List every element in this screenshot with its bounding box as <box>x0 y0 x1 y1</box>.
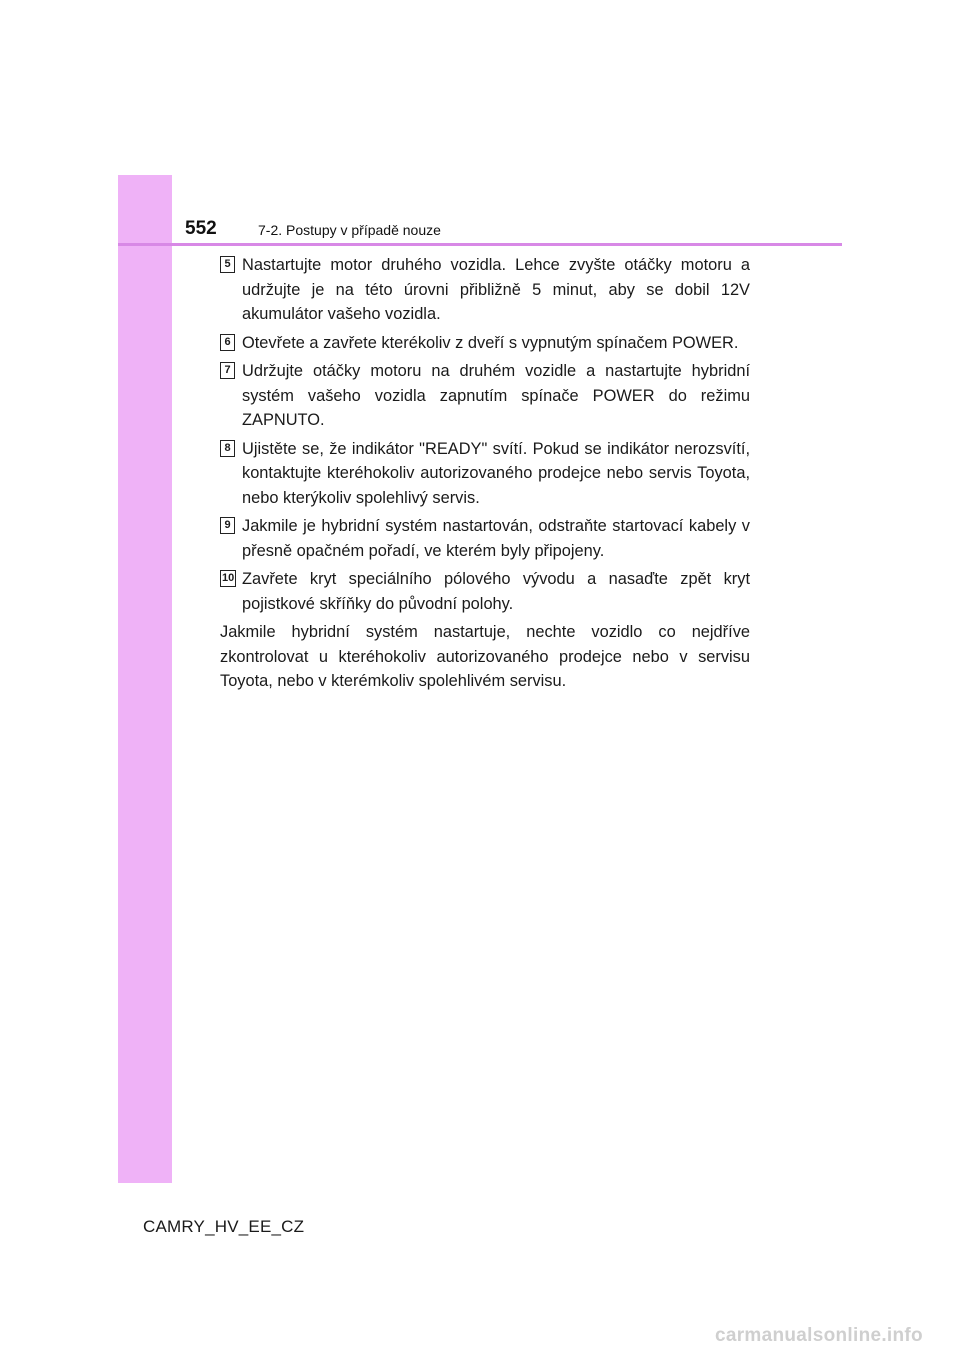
footer-doc-code: CAMRY_HV_EE_CZ <box>143 1217 305 1236</box>
step-text: Otevřete a zavřete kterékoliv z dveří s vypnutým spínačem POWER. <box>242 333 739 352</box>
step-7 <box>220 359 750 433</box>
side-tab-bar <box>118 175 172 1183</box>
watermark: carmanualsonline.info <box>715 1325 923 1346</box>
step-text: Zavřete kryt speciálního pólového vývodu a nasaďte zpět kryt pojistkové skříňky do původní polohy. <box>242 570 750 613</box>
step-9 <box>220 514 750 563</box>
step-number-badge: 6 <box>220 334 235 351</box>
main-content <box>220 253 750 694</box>
step-number-badge: 8 <box>220 440 235 457</box>
step-number-badge: 9 <box>220 517 235 534</box>
page-number: 552 <box>185 218 217 239</box>
step-text: Jakmile je hybridní systém nastartován, odstraňte startovací kabely v přesně opačném pořadí, ve kterém byly připojeny. <box>242 517 750 560</box>
step-number-badge: 10 <box>220 570 236 587</box>
step-text: Nastartujte motor druhého vozidla. Lehce zvyšte otáčky motoru a udržujte je na této úrovni přibližně 5 minut, aby se dobil 12V akumulátor vašeho vozidla. <box>242 256 750 323</box>
step-5 <box>220 253 750 327</box>
step-6 <box>220 331 750 356</box>
step-text: Udržujte otáčky motoru na druhém vozidle a nastartujte hybridní systém vašeho vozidla zapnutím spínače POWER do režimu ZAPNUTO. <box>242 362 750 429</box>
step-text: Ujistěte se, že indikátor "READY" svítí. Pokud se indikátor nerozsvítí, kontaktujte kteréhokoliv autorizovaného prodejce nebo servis Toyota, nebo kterýkoliv spolehlivý servis. <box>242 439 750 507</box>
section-title: 7-2. Postupy v případě nouze <box>258 222 441 238</box>
header-rule <box>118 243 842 246</box>
step-number-badge: 5 <box>220 256 235 273</box>
note-paragraph: Jakmile hybridní systém nastartuje, nechte vozidlo co nejdříve zkontrolovat u kteréhokoliv autorizovaného prodejce nebo v servisu Toyota, nebo v kterémkoliv spolehlivém servisu. <box>220 623 750 690</box>
step-number-badge: 7 <box>220 362 235 379</box>
step-8 <box>220 437 750 511</box>
step-10 <box>220 567 750 616</box>
